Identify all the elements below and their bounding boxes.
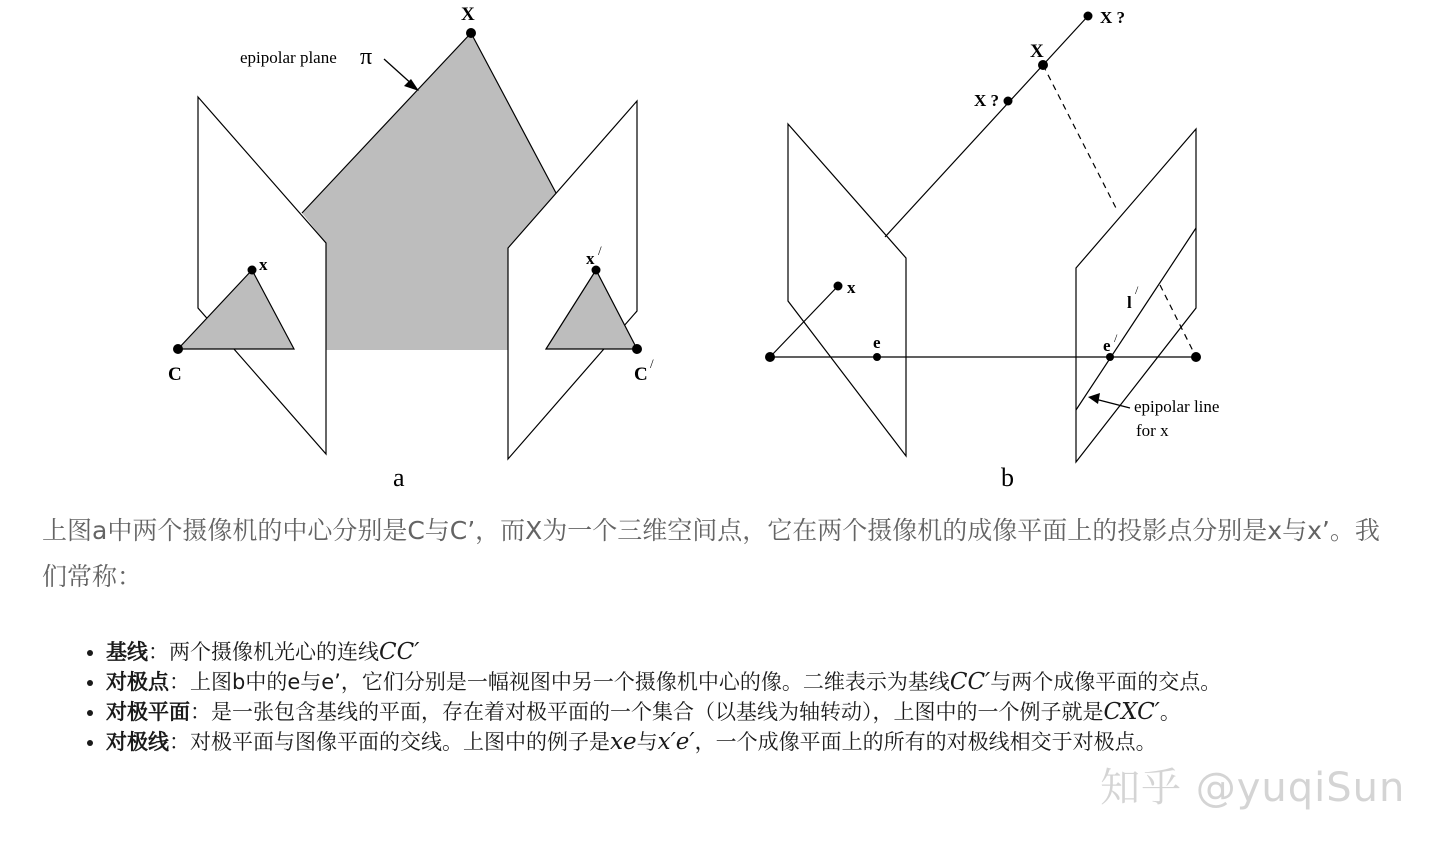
point-C-prime [632, 344, 642, 354]
label-x-prime-mark: / [598, 243, 602, 258]
definition-text: ：上图b中的e与e’，它们分别是一幅视图中另一个摄像机中心的像。二维表示为基线 [169, 670, 950, 694]
label-X-q-low: X ? [974, 91, 1000, 110]
math-CC-prime: CC′ [379, 639, 420, 665]
term-baseline: 基线 [106, 640, 148, 664]
right-projection-triangle [546, 270, 637, 349]
label-e-prime: e [1103, 336, 1111, 355]
projection-line-dashed [1043, 65, 1118, 212]
label-epipolar-plane: epipolar plane [240, 48, 337, 67]
label-for-x: for x [1136, 421, 1169, 440]
math-x-prime-e-prime: x′e′ [657, 729, 695, 755]
image-line-dashed [1160, 285, 1196, 357]
math-CC-prime: CC′ [949, 669, 991, 695]
term-epipolar-line: 对极线 [106, 730, 169, 754]
definition-text-end: ，一个成像平面上的所有的对极线相交于对极点。 [694, 730, 1157, 754]
point-camera-right [1191, 352, 1201, 362]
diagram-a [168, 4, 654, 492]
definition-text-mid: 与 [636, 730, 658, 754]
term-epipole: 对极点 [106, 670, 169, 694]
epipolar-plane-shading [302, 33, 556, 350]
point-x [248, 266, 257, 275]
label-C-prime-mark: / [650, 356, 654, 371]
definition-text-end: 。 [1159, 700, 1181, 724]
caption-b: b [1001, 463, 1014, 492]
label-X-b: X [1030, 41, 1044, 62]
math-xe: xe [610, 729, 637, 755]
point-x-b [834, 282, 843, 291]
left-image-plane [198, 97, 326, 454]
epipolar-line-l-prime [1076, 228, 1196, 410]
label-x-b: x [847, 278, 856, 297]
label-e: e [873, 333, 881, 352]
zhihu-watermark: 知乎 @yuqiSun [1100, 765, 1406, 811]
math-CXC-prime: CXC′ [1103, 699, 1160, 725]
point-camera-left [765, 352, 775, 362]
label-x: x [259, 255, 268, 274]
label-X-q-top: X ? [1100, 8, 1126, 27]
definition-text: ：两个摄像机光心的连线 [148, 640, 379, 664]
term-epipolar-plane: 对极平面 [106, 700, 190, 724]
ray-through-x [885, 16, 1088, 237]
definition-text: ：是一张包含基线的平面，存在着对极平面的一个集合（以基线为轴转动），上图中的一个例子就是 [190, 700, 1104, 724]
caption-a: a [393, 463, 405, 492]
definition-text: ：对极平面与图像平面的交线。上图中的例子是 [169, 730, 610, 754]
intro-paragraph: 上图a中两个摄像机的中心分别是C与C’，而X为一个三维空间点，它在两个摄像机的成像平面上的投影点分别是x与x’。我们常称： [42, 516, 1380, 591]
label-epipolar-line: epipolar line [1134, 397, 1220, 416]
left-projection-triangle [178, 270, 294, 349]
plane-pointer-arrow-head [404, 79, 419, 91]
list-item [106, 698, 1436, 727]
list-item [106, 638, 1436, 667]
diagram-b [765, 8, 1219, 492]
label-e-prime-mark: / [1114, 331, 1118, 345]
label-x-prime: x [586, 249, 595, 268]
point-X-q-low [1004, 97, 1013, 106]
label-pi: π [360, 44, 373, 70]
label-l-prime-mark: / [1135, 283, 1139, 297]
point-e [873, 353, 881, 361]
list-item [106, 728, 1436, 757]
point-X [466, 28, 476, 38]
point-C [173, 344, 183, 354]
list-item [106, 668, 1436, 697]
label-X: X [461, 4, 475, 25]
point-X-q-top [1084, 12, 1093, 21]
label-C: C [168, 364, 182, 385]
label-C-prime: C [634, 364, 648, 385]
definition-list [62, 638, 1436, 758]
definition-text-end: 与两个成像平面的交点。 [990, 670, 1222, 694]
label-l-prime: l [1127, 293, 1132, 312]
epiline-pointer-head [1088, 393, 1100, 404]
